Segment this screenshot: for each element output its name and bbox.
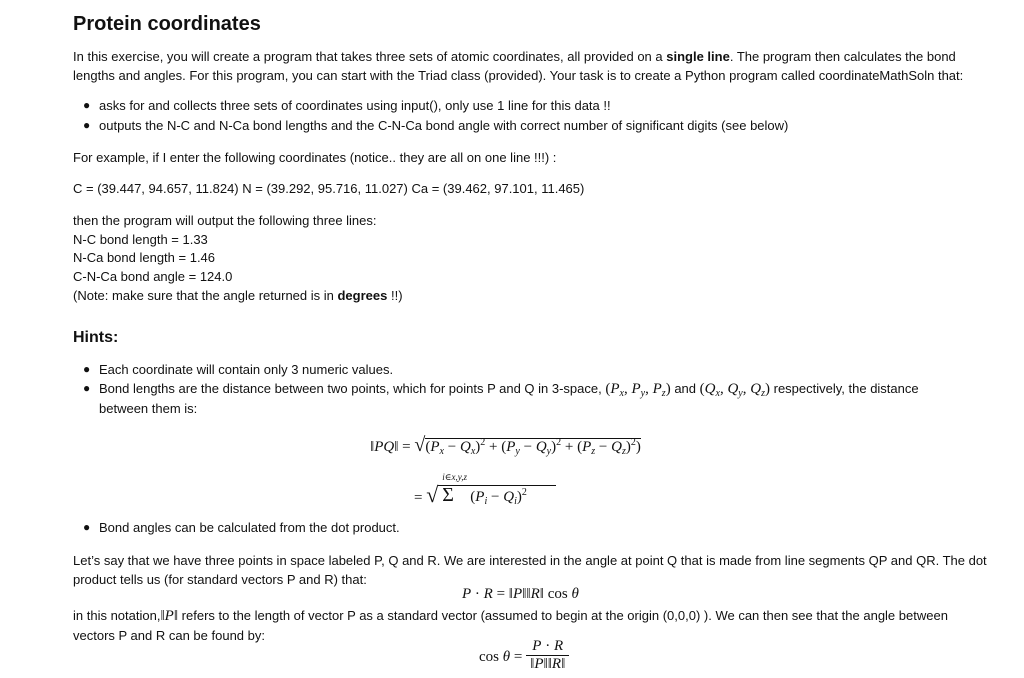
bullet-icon: ●	[83, 381, 91, 395]
dot-product-paragraph: Let’s say that we have three points in space labeled P, Q and R. We are interested in the angle at point Q that is made from line segments QP and QR. The dot product tells us (for standard vectors P and R) that:	[73, 553, 987, 587]
sigma-icon: Σ	[442, 484, 454, 506]
page-title: Protein coordinates	[73, 13, 261, 35]
p-vector-math: ($P_x$, $P_y$, $P_z$)	[605, 381, 671, 399]
cosine-formula: cos θ = $\frac{P \cdot R}{‖P‖‖R‖}$	[479, 640, 569, 675]
norm-p-math: ‖P‖	[160, 608, 179, 624]
notation-paragraph: in this notation,‖P‖ refers to the length of vector P as a standard vector (assumed to begin at the origin (0,0,0) ). We can then see that the angle between vectors P and R can be found by:	[73, 608, 948, 643]
sum-index: i∈x,y,z	[442, 472, 467, 482]
hints-heading: Hints:	[73, 329, 119, 346]
task-list-item: ● outputs the N-C and N-Ca bond lengths and the C-N-Ca bond angle with correct number of significant digits (see below)	[83, 118, 789, 133]
hint-item: ● Each coordinate will contain only 3 numeric values.	[83, 362, 394, 377]
q-vector-math: ($Q_x$, $Q_y$, $Q_z$)	[699, 381, 770, 399]
intro-line-2: lengths and angles. For this program, you can start with the Triad class (provided). Your task is to create a Python program called coordinateMathSoln that:	[73, 68, 964, 83]
task-list-item: ● asks for and collects three sets of coordinates using input(), only use 1 line for this data !!	[83, 98, 611, 113]
hint-item-continuation: between them is:	[99, 401, 198, 416]
intro-bold: single line	[666, 49, 730, 64]
intro-paragraph	[73, 47, 1013, 85]
summation-formula: = √ i∈x,y,z Σ $(P_i - Q_i)^2$	[414, 482, 556, 508]
hint-item: ● Bond lengths are the distance between two points, which for points P and Q in 3-space, ($P_x$, $P_y$, $P_z$) and ($Q_x$, $Q_y$, $Q_z$) respectively, the distance	[83, 381, 919, 399]
bullet-icon: ●	[83, 118, 91, 132]
bullet-icon: ●	[83, 362, 91, 376]
bullet-icon: ●	[83, 98, 91, 112]
dot-product-formula: P · R = ‖P‖‖R‖ cos θ	[462, 586, 579, 602]
intro-line-1: In this exercise, you will create a program that takes three sets of atomic coordinates, all provided on a single line. The program then calculates the bond	[73, 49, 956, 64]
bullet-icon: ●	[83, 520, 91, 534]
distance-formula: ‖PQ‖ = $√(P_x - Q_x)^2 + (P_y - Q_y)^2 + (P_z - Q_z)^2$)	[370, 434, 641, 457]
output-line: N-C bond length = 1.33	[73, 232, 208, 247]
note-line: (Note: make sure that the angle returned is in degrees !!)	[73, 288, 403, 303]
example-intro: For example, if I enter the following coordinates (notice.. they are all on one line !!!) :	[73, 150, 557, 165]
output-line: N-Ca bond length = 1.46	[73, 250, 216, 265]
hint-item: ● Bond angles can be calculated from the dot product.	[83, 520, 400, 535]
example-coordinates: C = (39.447, 94.657, 11.824) N = (39.292, 95.716, 11.027) Ca = (39.462, 97.101, 11.465)	[73, 181, 585, 196]
output-intro: then the program will output the following three lines:	[73, 213, 377, 228]
output-line: C-N-Ca bond angle = 124.0	[73, 269, 233, 284]
